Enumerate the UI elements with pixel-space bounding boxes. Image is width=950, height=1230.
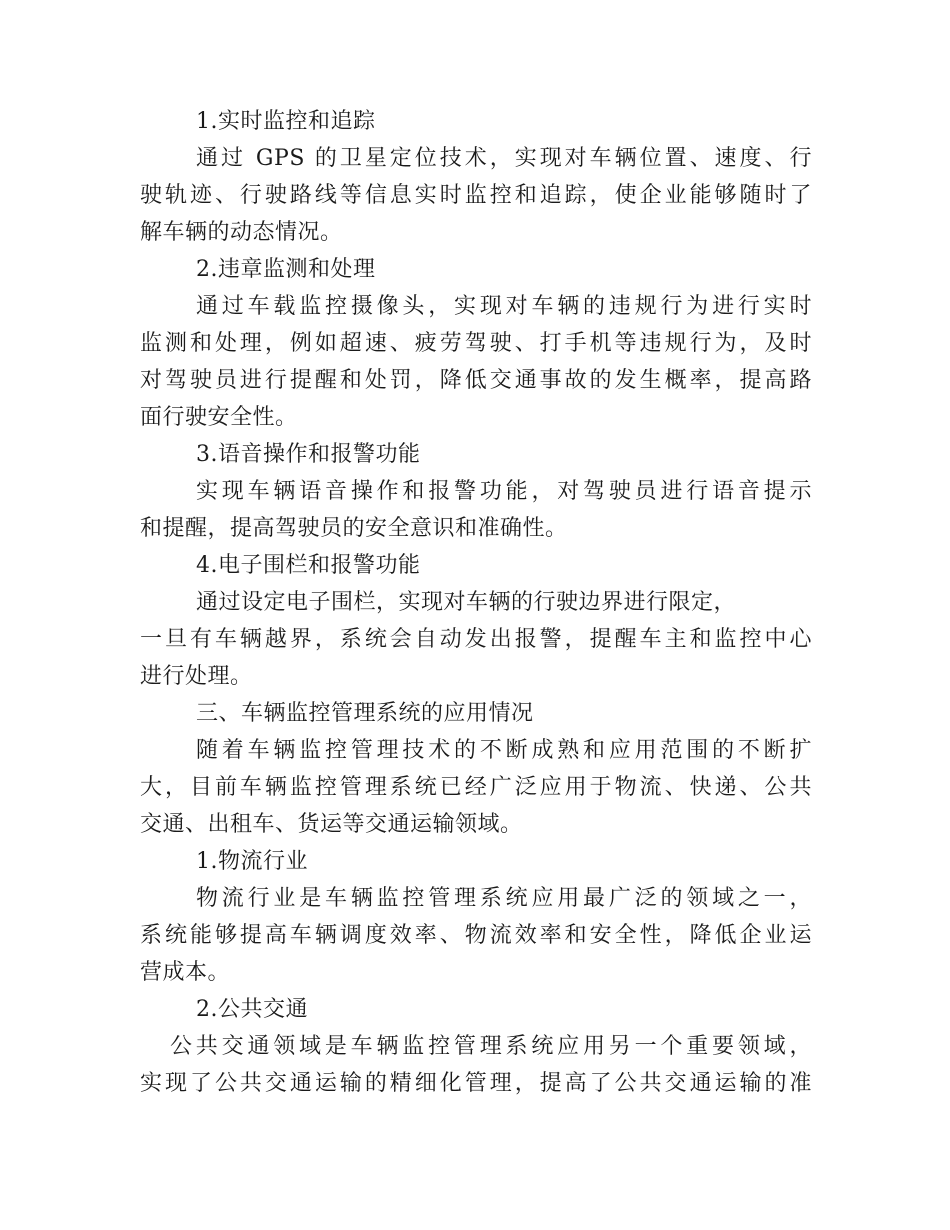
section-heading-applications: 三、车辆监控管理系统的应用情况	[196, 701, 534, 726]
paragraph-line: 随着车辆监控管理技术的不断成熟和应用范围的不断扩	[196, 738, 812, 763]
heading-voice-alarm: 3.语音操作和报警功能	[196, 442, 421, 467]
paragraph-line: 大，目前车辆监控管理系统已经广泛应用于物流、快递、公共	[140, 775, 812, 800]
paragraph-line: 系统能够提高车辆调度效率、物流效率和安全性，降低企业运	[140, 923, 812, 948]
paragraph-line: 通过设定电子围栏，实现对车辆的行驶边界进行限定，	[196, 590, 737, 615]
heading-realtime-monitoring: 1.实时监控和追踪	[196, 109, 376, 134]
paragraph-line: 营成本。	[140, 960, 231, 985]
paragraph-line: 监测和处理，例如超速、疲劳驾驶、打手机等违规行为，及时	[140, 331, 812, 356]
heading-public-transport: 2.公共交通	[196, 997, 308, 1022]
paragraph-line: 物流行业是车辆监控管理系统应用最广泛的领域之一，	[196, 886, 812, 911]
heading-geofence-alarm: 4.电子围栏和报警功能	[196, 553, 421, 578]
paragraph-line: 一旦有车辆越界，系统会自动发出报警，提醒车主和监控中心	[140, 627, 812, 652]
heading-violation-detection: 2.违章监测和处理	[196, 257, 376, 282]
paragraph-line: 驶轨迹、行驶路线等信息实时监控和追踪，使企业能够随时了	[140, 183, 812, 208]
paragraph-line: 对驾驶员进行提醒和处罚，降低交通事故的发生概率，提高路	[140, 368, 812, 393]
paragraph-line: 公共交通领域是车辆监控管理系统应用另一个重要领域，	[170, 1034, 812, 1059]
paragraph-line: 通过 GPS 的卫星定位技术，实现对车辆位置、速度、行	[196, 146, 812, 171]
paragraph-line: 解车辆的动态情况。	[140, 220, 343, 245]
document-page	[140, 103, 812, 1102]
paragraph-line: 和提醒，提高驾驶员的安全意识和准确性。	[140, 516, 568, 541]
paragraph-line: 交通、出租车、货运等交通运输领域。	[140, 812, 523, 837]
heading-logistics: 1.物流行业	[196, 849, 308, 874]
paragraph-line: 实现车辆语音操作和报警功能，对驾驶员进行语音提示	[196, 479, 812, 504]
paragraph-line: 实现了公共交通运输的精细化管理，提高了公共交通运输的准	[140, 1071, 812, 1096]
paragraph-line: 通过车载监控摄像头，实现对车辆的违规行为进行实时	[196, 294, 812, 319]
paragraph-line: 面行驶安全性。	[140, 405, 298, 430]
paragraph-line: 进行处理。	[140, 664, 253, 689]
